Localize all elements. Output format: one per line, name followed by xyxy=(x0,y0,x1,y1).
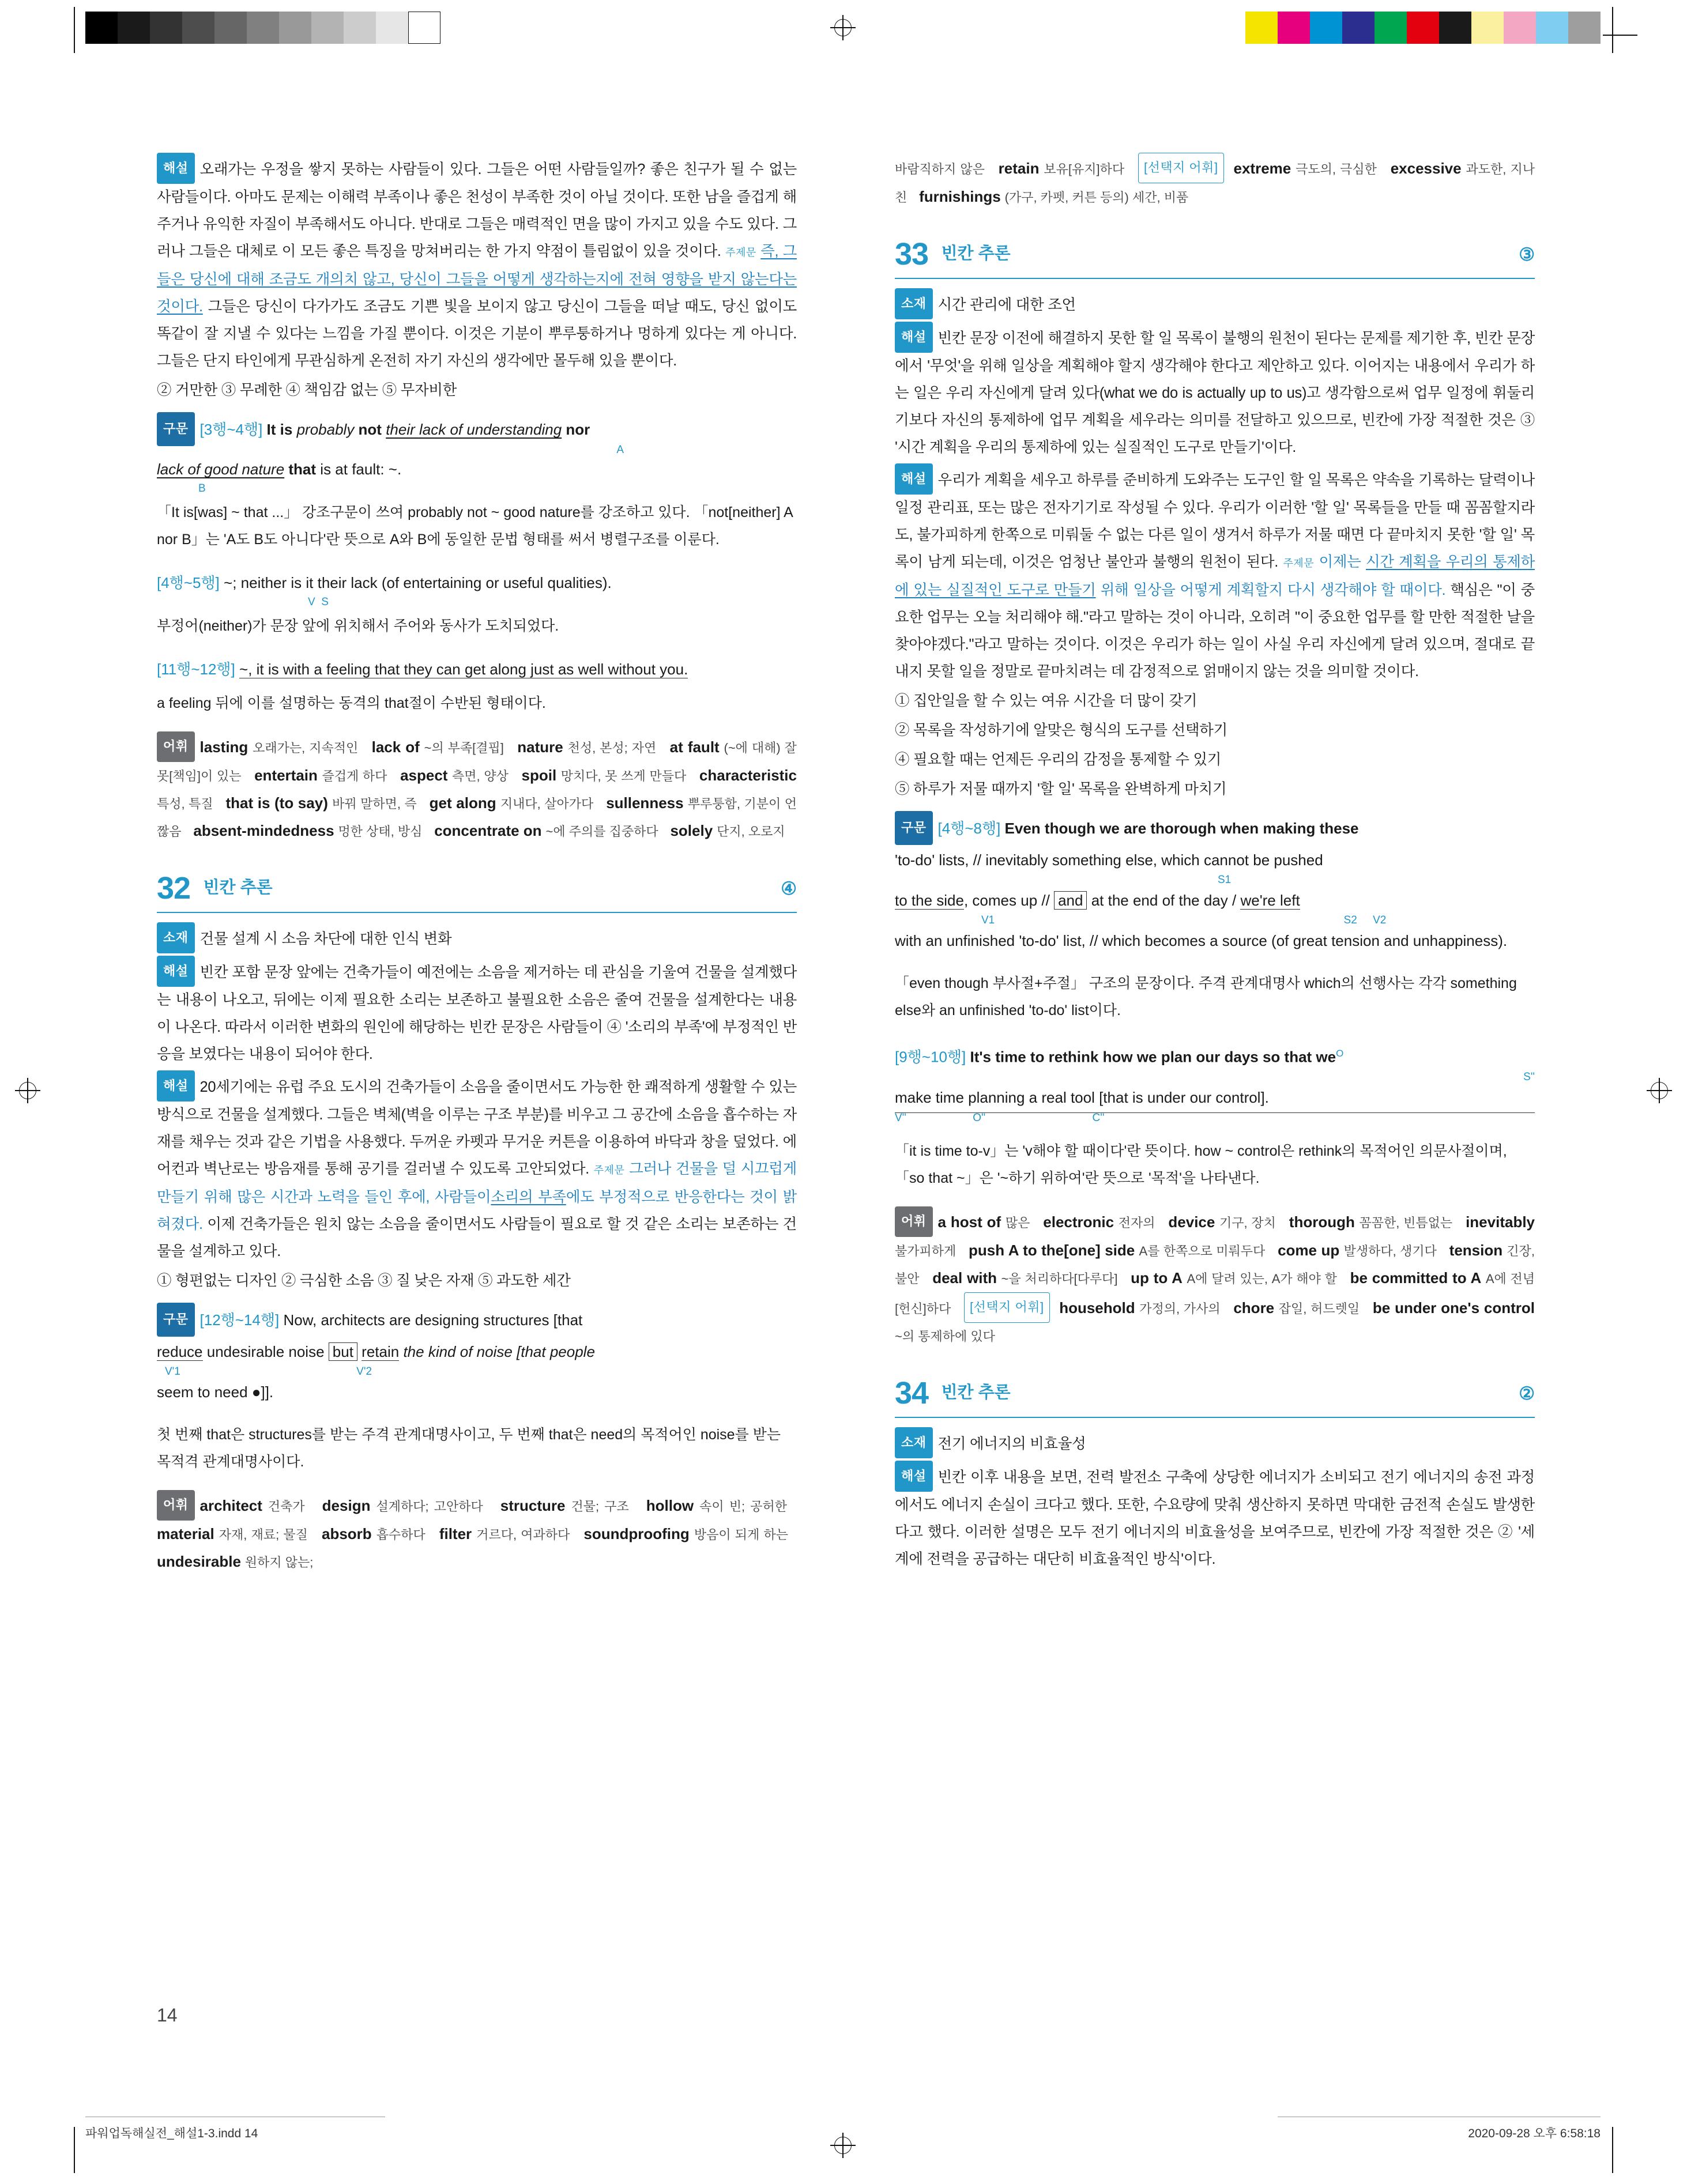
vocab-word: furnishings xyxy=(919,188,1001,205)
vocab-meaning: 원하지 않는; xyxy=(244,1555,314,1570)
q33-syn-3b: , comes up // xyxy=(963,892,1050,909)
vocab-word: inevitably xyxy=(1466,1213,1535,1231)
vocab-word: characteristic xyxy=(699,767,797,784)
vocab-meaning: 바꿔 말하면, 즉 xyxy=(332,797,417,811)
vocab-meaning: 속이 빈; 공허한 xyxy=(699,1499,788,1514)
vocab-meaning: ~의 부족[결핍] xyxy=(424,741,504,755)
vocab-meaning: 흡수하다 xyxy=(376,1527,425,1542)
footer-filename: 파워업독해실전_해설1-3.indd 14 xyxy=(85,2117,385,2141)
q33-header xyxy=(895,236,1535,272)
vocab-word: tension xyxy=(1449,1241,1503,1259)
q33-number: 33 xyxy=(895,237,929,271)
vocab-meaning: 측면, 양상 xyxy=(452,769,509,783)
q31-mark-V: V xyxy=(308,596,315,608)
q31-syn-2a: lack of good nature xyxy=(157,461,285,478)
crop-tick-tr-v xyxy=(1612,7,1613,53)
label-soje: 소재 xyxy=(157,922,195,953)
vocab-meaning: 잡일, 허드렛일 xyxy=(1278,1301,1360,1316)
q32-number: 32 xyxy=(157,871,191,906)
vocab-word: filter xyxy=(439,1525,472,1542)
q31-syn-1e: nor xyxy=(566,421,590,438)
q33-explanation-text-3: 핵심은 "이 중요한 업무는 오늘 처리해야 해."라고 말하는 것이 아니라, 오히려 "이 중요한 업무를 할 만한 적절한 날을 찾아야겠다."라고 말하는 것이다. 이것은 우리가 하는 일이 사실 우리 자신에게 달려 있으며, 절대로 끝내지 못할 일을 정말로 끝마치려는 데 감정적으로 얽매이지 않는 것을 의미할 것이다. xyxy=(895,582,1535,680)
q33-source-line xyxy=(895,288,1535,319)
vocab-word: up to A xyxy=(1131,1269,1183,1287)
q33-mark-o2: O'' xyxy=(973,1111,986,1124)
q32-header xyxy=(157,870,797,906)
label-haeseol: 해설 xyxy=(157,1070,195,1102)
label-eohwi: 어휘 xyxy=(157,731,195,762)
vocab-word: lack of xyxy=(371,738,420,756)
q33-mark-o: O xyxy=(1336,1048,1344,1059)
vocab-word: structure xyxy=(500,1497,566,1514)
vocab-word: push A to the[one] side xyxy=(969,1241,1135,1259)
section-q33 xyxy=(895,236,1535,1350)
vocab-meaning: 보유[유지]하다 xyxy=(1044,162,1125,176)
vocab-meaning: (가구, 카펫, 커튼 등의) 세간, 비품 xyxy=(1004,190,1189,205)
q33-line-ref: [4행~8행] xyxy=(937,820,1001,837)
label-haeseol: 해설 xyxy=(895,322,933,353)
q33-source-text: 시간 관리에 대한 조언 xyxy=(937,297,1076,313)
vocab-meaning: 많은 xyxy=(1005,1215,1030,1230)
q31-syn-note-2: 부정어(neither)가 문장 앞에 위치해서 주어와 동사가 도치되었다. xyxy=(157,618,559,634)
q32-explanation-1 xyxy=(157,956,797,1068)
q31-mark-A: A xyxy=(616,444,624,456)
q33-option-1: ① 집안일을 할 수 있는 여유 시간을 더 많이 갖기 xyxy=(895,693,1198,709)
vocab-meaning: 가정의, 가사의 xyxy=(1139,1301,1221,1316)
q32-syn-note: 첫 번째 that은 structures를 받는 주격 관계대명사이고, 두 번째 that은 need의 목적어인 noise를 받는 목적격 관계대명사이다. xyxy=(157,1427,781,1470)
q33-syn-3e: we're left xyxy=(1240,892,1300,909)
q31-syn-2b: that xyxy=(288,461,317,478)
q32-syn-2b: undesirable noise xyxy=(206,1343,325,1360)
vocab-meaning: A에 전념[헌신]하다 xyxy=(895,1271,1535,1316)
vocab-meaning: 천성, 본성; 자연 xyxy=(567,741,657,755)
vocab-word: sullenness xyxy=(606,794,684,812)
q33-mark-v2b: V'' xyxy=(895,1111,906,1124)
label-choice-vocab: [선택지 어휘] xyxy=(964,1292,1050,1323)
vocab-meaning: 단지, 오로지 xyxy=(717,824,785,839)
q34-explanation xyxy=(895,1461,1535,1573)
q32-explanation-2 xyxy=(157,1070,797,1265)
label-haeseol: 해설 xyxy=(157,956,195,987)
vocab-word: chore xyxy=(1233,1299,1275,1317)
vocab-word: solely xyxy=(670,822,713,839)
q33-topic-pre: 이제는 xyxy=(1319,554,1366,570)
vocab-word: thorough xyxy=(1289,1213,1355,1231)
q32-options: ① 형편없는 디자인 ② 극심한 소음 ③ 질 낮은 자재 ⑤ 과도한 세간 xyxy=(157,1273,571,1289)
vocab-meaning: A를 한쪽으로 미뤄두다 xyxy=(1139,1243,1266,1258)
vocab-word: architect xyxy=(199,1497,262,1514)
q33-syn-3d: at the end of the day / xyxy=(1091,892,1237,909)
vocab-meaning: 지내다, 살아가다 xyxy=(500,797,594,811)
crop-tick-tl-v xyxy=(74,7,75,53)
q33-syn-3c: and xyxy=(1054,891,1087,910)
q33-syn-6: make time planning a real tool [that is under our control]. xyxy=(895,1082,1535,1113)
q32-syn-1: Now, architects are designing structures [that xyxy=(283,1311,583,1329)
q33-syn-2: 'to-do' lists, // inevitably something else, which cannot be pushed xyxy=(895,851,1323,869)
q32-topic-post: 에도 부정적으로 반응한다는 것이 밝혀졌다. xyxy=(157,1189,797,1232)
q33-explanation-text-2: 우리가 계획을 세우고 하루를 준비하게 도와주는 도구인 할 일 목록은 약속을 기록하는 달력이나 일정 관리표, 또는 많은 전자기기로 작성될 수 있다. 우리가 이러한 '할 일' 목록들을 만들 때 꼼꼼할지라도, 불가피하게 한쪽으로 미뤄둘 수 없는 다른 일이 생겨서 하루가 저물 때면 다 끝마치지 못한 '할 일' 목록이 남게 되는데, 이것은 엄청난 불안과 불행의 원천이 된다. xyxy=(895,472,1535,570)
q32-topic-highlight: 소리의 부족 xyxy=(491,1189,566,1205)
q32-syn-2e: the kind of noise [that people xyxy=(403,1343,595,1360)
vocab-word: deal with xyxy=(932,1269,997,1287)
q31-mark-S: S xyxy=(321,596,329,608)
q33-option-5: ⑤ 하루가 저물 때까지 '할 일' 목록을 완벽하게 마치기 xyxy=(895,781,1227,797)
q33-explanation-1 xyxy=(895,322,1535,461)
label-jujemun: 주제문 xyxy=(1283,557,1315,569)
q33-mark-s2: S2 xyxy=(1343,914,1357,926)
label-jujemun: 주제문 xyxy=(593,1164,625,1176)
q32-syntax-block xyxy=(157,1303,797,1476)
vocab-meaning: ~을 처리하다[다루다] xyxy=(1001,1271,1118,1286)
vocab-word: entertain xyxy=(254,767,318,784)
q31-syntax-block xyxy=(157,412,797,717)
page-number: 14 xyxy=(157,2005,178,2025)
q31-syn-note-1: 「It is[was] ~ that ...」 강조구문이 쓰여 probably not ~ good nature를 강조하고 있다. 「not[neither] A nor B」는 'A도 B도 아니다'란 뜻으로 A와 B에 동일한 문법 형태를 써서 병렬구조를 이룬다. xyxy=(157,504,793,548)
vocab-word: aspect xyxy=(400,767,448,784)
vocab-word: a host of xyxy=(937,1213,1001,1231)
color-swatch-bar xyxy=(1245,12,1601,44)
q32-rule xyxy=(157,912,797,913)
section-q32 xyxy=(157,870,797,1576)
vocab-word: be committed to A xyxy=(1350,1269,1482,1287)
q33-rule xyxy=(895,278,1535,279)
q33-title: 빈칸 추론 xyxy=(941,244,1011,263)
q34-header xyxy=(895,1375,1535,1411)
vocab-meaning: ~의 통제하에 있다 xyxy=(895,1329,995,1344)
q32-mark-v1: V'1 xyxy=(165,1366,180,1378)
label-haeseol: 해설 xyxy=(895,463,933,495)
q34-source-text: 전기 에너지의 비효율성 xyxy=(937,1435,1086,1452)
vocab-meaning: 설계하다; 고안하다 xyxy=(376,1499,483,1514)
q33-answer: ③ xyxy=(1519,244,1535,265)
q31-explanation-text-2: 그들은 당신이 다가가도 조금도 기쁜 빛을 보이지 않고 당신이 그들을 떠날 때도, 당신 없이도 똑같이 잘 지낼 수 있다는 느낌을 가질 뿐이다. 이것은 기분이 뿌루퉁하거나 멍하게 있다는 게 아니다. 그들은 단지 타인에게 무관심하게 온전히 자기 자신의 생각에만 몰두해 있을 뿐이다. xyxy=(157,299,797,369)
vocab-meaning: 오래가는, 지속적인 xyxy=(253,741,359,755)
q33-syn-1: Even though we are thorough when making these xyxy=(1004,820,1359,837)
vocab-word: nature xyxy=(517,738,563,756)
q31-syn-3: ~; neither is it their lack (of entertaining or useful qualities). xyxy=(224,574,612,591)
q32-syn-2c: but xyxy=(329,1342,357,1361)
q32-syn-2d: retain xyxy=(362,1343,400,1360)
q31-syn-note-3: a feeling 뒤에 이를 설명하는 동격의 that절이 수반된 형태이다. xyxy=(157,695,546,711)
vocab-word: be under one's control xyxy=(1372,1299,1535,1317)
vocab-word: at fault xyxy=(669,738,720,756)
left-column xyxy=(157,153,797,1576)
q33-syn-4: with an unfinished 'to-do' list, // which becomes a source (of great tension and unhappiness). xyxy=(895,932,1508,949)
q33-syn-5: It's time to rethink how we plan our days so that we xyxy=(970,1048,1336,1066)
vocab-word: come up xyxy=(1278,1241,1340,1259)
vocab-meaning: (~에 대해) 잘못[책임]이 있는 xyxy=(157,741,797,783)
q31-mark-B: B xyxy=(198,482,206,495)
q33-syntax-block xyxy=(895,811,1535,1192)
vocab-meaning: 과도한, 지나친 xyxy=(895,162,1535,205)
q31-syn-2c: is at fault: ~. xyxy=(320,461,402,478)
vocab-word: soundproofing xyxy=(583,1525,690,1542)
q32-mark-v2: V'2 xyxy=(356,1366,372,1378)
section-q31-continued xyxy=(157,153,797,845)
q33-topic-post: 위해 일상을 어떻게 계획할지 다시 생각해야 할 때이다. xyxy=(1095,582,1446,598)
label-gumun: 구문 xyxy=(895,811,933,845)
q32-syn-2a: reduce xyxy=(157,1343,203,1360)
q34-title: 빈칸 추론 xyxy=(941,1383,1011,1402)
vocab-meaning: A에 달려 있는, A가 해야 할 xyxy=(1187,1271,1337,1286)
vocab-meaning: 바람직하지 않은 xyxy=(895,162,985,176)
vocab-word: absorb xyxy=(322,1525,372,1542)
q32-vocab-continued xyxy=(895,153,1535,211)
q32-topic-pre: 그러나 건물을 덜 시끄럽게 만들기 위해 많은 시간과 노력을 들인 후에, 사람들이 xyxy=(157,1161,797,1205)
q32-source-line xyxy=(157,922,797,953)
q33-option-2: ② 목록을 작성하기에 알맞은 형식의 도구를 선택하기 xyxy=(895,722,1227,738)
vocab-word: extreme xyxy=(1233,160,1291,177)
section-q34 xyxy=(895,1375,1535,1573)
vocab-meaning: 멍한 상태, 방심 xyxy=(338,824,423,839)
q31-syn-1b: probably xyxy=(296,421,355,438)
crop-tick-bl-v xyxy=(74,2127,75,2173)
label-haeseol: 해설 xyxy=(157,153,195,184)
registration-mark-bottom xyxy=(830,2133,856,2158)
q31-syn-1a: It is xyxy=(266,421,293,438)
vocab-meaning: 기구, 장치 xyxy=(1219,1215,1276,1230)
vocab-word: lasting xyxy=(199,738,248,756)
vocab-word: retain xyxy=(998,160,1040,177)
q33-mark-c: C'' xyxy=(1092,1111,1105,1124)
q33-mark-s2b: S'' xyxy=(1523,1070,1535,1083)
footer-timestamp: 2020-09-28 오후 6:58:18 xyxy=(1278,2117,1601,2141)
q34-number: 34 xyxy=(895,1375,929,1410)
q32-title: 빈칸 추론 xyxy=(203,878,273,897)
q31-line-ref-1: [3행~4행] xyxy=(199,421,263,438)
q33-mark-v1: V1 xyxy=(981,914,995,926)
crop-tick-br-v xyxy=(1612,2127,1613,2173)
q34-rule xyxy=(895,1417,1535,1418)
q31-line-ref-2: [4행~5행] xyxy=(157,574,220,591)
grayscale-swatch-bar xyxy=(85,12,440,44)
label-gumun: 구문 xyxy=(157,1303,195,1337)
crop-tick-tr-h xyxy=(1603,35,1637,36)
vocab-word: electronic xyxy=(1043,1213,1114,1231)
registration-mark-top xyxy=(830,15,856,40)
vocab-meaning: 긴장, 불안 xyxy=(895,1243,1535,1286)
vocab-word: excessive xyxy=(1390,160,1462,177)
q34-answer: ② xyxy=(1519,1383,1535,1404)
q32-answer: ④ xyxy=(781,878,797,899)
vocab-meaning: 거르다, 여과하다 xyxy=(476,1527,570,1542)
q33-syn-3a: to the side xyxy=(895,892,964,909)
vocab-meaning: 극도의, 극심한 xyxy=(1296,162,1377,176)
q31-syn-4: ~, it is with a feeling that they can get along just as well without you. xyxy=(239,661,688,678)
q31-line-ref-3: [11행~12행] xyxy=(157,661,235,678)
registration-mark-left xyxy=(15,1078,40,1103)
vocab-meaning: 불가피하게 xyxy=(895,1243,957,1258)
q33-explanation-2 xyxy=(895,463,1535,685)
label-eohwi: 어휘 xyxy=(157,1490,195,1521)
q31-syn-1d: their lack of understanding xyxy=(386,421,562,438)
vocab-word: get along xyxy=(429,794,496,812)
q33-option-4: ④ 필요할 때는 언제든 우리의 감정을 통제할 수 있기 xyxy=(895,752,1222,768)
vocab-meaning: 건물; 구조 xyxy=(571,1499,629,1514)
label-choice-vocab: [선택지 어휘] xyxy=(1138,153,1224,183)
label-haeseol: 해설 xyxy=(895,1461,933,1492)
q32-source-text: 건물 설계 시 소음 차단에 대한 인식 변화 xyxy=(199,931,452,947)
label-gumun: 구문 xyxy=(157,412,195,446)
vocab-word: household xyxy=(1059,1299,1135,1317)
q31-vocab-block xyxy=(157,731,797,845)
registration-mark-right xyxy=(1647,1078,1672,1103)
q33-syn-note-1: 「even though 부사절+주절」 구조의 문장이다. 주격 관계대명사 which의 선행사는 각각 something else와 an unfinished 'to-do' list이다. xyxy=(895,975,1517,1019)
q33-line-ref-2: [9행~10행] xyxy=(895,1048,966,1066)
vocab-word: device xyxy=(1168,1213,1215,1231)
q34-explanation-text: 빈칸 이후 내용을 보면, 전력 발전소 구축에 상당한 에너지가 소비되고 전기 에너지의 송전 과정에서도 에너지 손실이 크다고 했다. 또한, 수요량에 맞춰 생산하지 못하면 막대한 금전적 손실도 발생한다고 했다. 이러한 설명은 모두 전기 에너지의 비효율성을 보여주므로, 빈칸에 가장 적절한 것은 ② '세계에 전력을 공급하는 대단히 비효율적인 방식'이다. xyxy=(895,1469,1535,1567)
q33-syn-note-2: 「it is time to-v」는 'v해야 할 때이다'란 뜻이다. how ~ control은 rethink의 목적어인 의문사절이며, 「so that ~」은 '~하기 위하여'란 뜻으로 '목적'을 나타낸다. xyxy=(895,1142,1507,1186)
label-eohwi: 어휘 xyxy=(895,1206,933,1237)
vocab-meaning: 망치다, 못 쓰게 만들다 xyxy=(560,769,687,783)
vocab-word: undesirable xyxy=(157,1553,241,1570)
q33-vocab-block xyxy=(895,1206,1535,1350)
vocab-meaning: 특성, 특질 xyxy=(157,797,213,811)
vocab-meaning: 방음이 되게 하는 xyxy=(694,1527,788,1542)
vocab-meaning: 자재, 재료; 물질 xyxy=(219,1527,308,1542)
q33-mark-v2: V2 xyxy=(1373,914,1387,926)
q33-explanation-text-1: 빈칸 문장 이전에 해결하지 못한 할 일 목록이 불행의 원천이 된다는 문제를 제기한 후, 빈칸 문장에서 '무엇'을 위해 일상을 계획해야 할지 생각해야 한다고 제안하고 있다. 이어지는 내용에서 우리가 하는 일은 우리 자신에게 달려 있다(what we do is actually up to us)고 생각함으로써 업무 일정에 휘둘리기보다 자신의 통제하에 업무 계획을 세우라는 의미를 전달하고 있으므로, 빈칸에 가장 적절한 것은 ③ '시간 계획을 우리의 통제하에 있는 실질적인 도구로 만들기'이다. xyxy=(895,330,1535,455)
label-soje: 소재 xyxy=(895,288,933,319)
q32-explanation-text-1: 빈칸 포함 문장 앞에는 건축가들이 예전에는 소음을 제거하는 데 관심을 기울여 건물을 설계했다는 내용이 나오고, 뒤에는 이제 필요한 소리는 보존하고 불필요한 소음은 줄여 건물을 설계한다는 내용이 나온다. 따라서 이러한 변화의 원인에 해당하는 빈칸 문장은 사람들이 ④ '소리의 부족'에 부정적인 반응을 보였다는 내용이 되어야 한다. xyxy=(157,964,797,1062)
vocab-word: that is (to say) xyxy=(225,794,328,812)
label-jujemun: 주제문 xyxy=(725,247,756,258)
q33-topic-highlight: 시간 계획을 우리의 통제하에 있는 실질적인 도구로 만들기 xyxy=(895,554,1535,598)
q32-explanation-text-3: 이제 건축가들은 원치 않는 소음을 줄이면서도 사람들이 필요로 할 것 같은 소리는 보존하는 건물을 설계하고 있다. xyxy=(157,1216,797,1259)
vocab-word: material xyxy=(157,1525,214,1542)
q31-options: ② 거만한 ③ 무례한 ④ 책임감 없는 ⑤ 무자비한 xyxy=(157,382,457,398)
q32-syn-3: seem to need ●]]. xyxy=(157,1383,274,1401)
vocab-word: spoil xyxy=(521,767,557,784)
vocab-meaning: 건축가 xyxy=(268,1499,305,1514)
vocab-meaning: 발생하다, 생기다 xyxy=(1343,1243,1437,1258)
q31-topic-sentence: 즉, 그들은 당신에 대해 조금도 개의치 않고, 당신이 그들을 어떻게 생각하는지에 전혀 영향을 받지 않는다는 것이다. xyxy=(157,243,797,315)
vocab-meaning: 전자의 xyxy=(1118,1215,1155,1230)
vocab-meaning: 즐겁게 하다 xyxy=(322,769,387,783)
q31-syn-1c: not xyxy=(358,421,382,438)
q33-mark-s1: S1 xyxy=(1218,874,1232,886)
q32-explanation-text-2: 20세기에는 유럽 주요 도시의 건축가들이 소음을 줄이면서도 가능한 한 쾌적하게 생활할 수 있는 방식으로 건물을 설계했다. 그들은 벽체(벽을 이루는 구조 부분)를 비우고 그 공간에 소음을 흡수하는 자재를 채우는 것과 같은 기법을 사용했다. 두꺼운 카펫과 무거운 커튼을 이용하여 바닥과 창을 덮었다. 에어컨과 벽난로는 방음재를 통해 공기를 걸러낼 수 있도록 고안되었다. xyxy=(157,1079,797,1177)
q32-vocab-block xyxy=(157,1490,797,1576)
vocab-meaning: 꼼꼼한, 빈틈없는 xyxy=(1359,1215,1453,1230)
label-soje: 소재 xyxy=(895,1427,933,1458)
q31-explanation-text: 오래가는 우정을 쌓지 못하는 사람들이 있다. 그들은 어떤 사람들일까? 좋은 친구가 될 수 없는 사람들이다. 아마도 문제는 이해력 부족이나 좋은 천성이 부족한 것이 아닐 것이다. 또한 남을 즐겁게 해주거나 유익한 자질이 부족해서도 아니다. 반대로 그들은 매력적인 면을 많이 가지고 있을 수도 있다. 그러나 그들은 대체로 이 모든 좋은 특징을 망쳐버리는 한 가지 약점이 틀림없이 있을 것이다. xyxy=(157,161,797,259)
q32-line-ref: [12행~14행] xyxy=(199,1311,280,1329)
right-column xyxy=(895,153,1535,1575)
q34-source-line xyxy=(895,1427,1535,1458)
vocab-word: absent-mindedness xyxy=(193,822,334,839)
vocab-meaning: ~에 주의를 집중하다 xyxy=(545,824,658,839)
vocab-meaning: 뿌루퉁함, 기분이 언짢음 xyxy=(157,797,797,839)
vocab-word: design xyxy=(322,1497,371,1514)
vocab-word: concentrate on xyxy=(434,822,542,839)
vocab-word: hollow xyxy=(646,1497,694,1514)
